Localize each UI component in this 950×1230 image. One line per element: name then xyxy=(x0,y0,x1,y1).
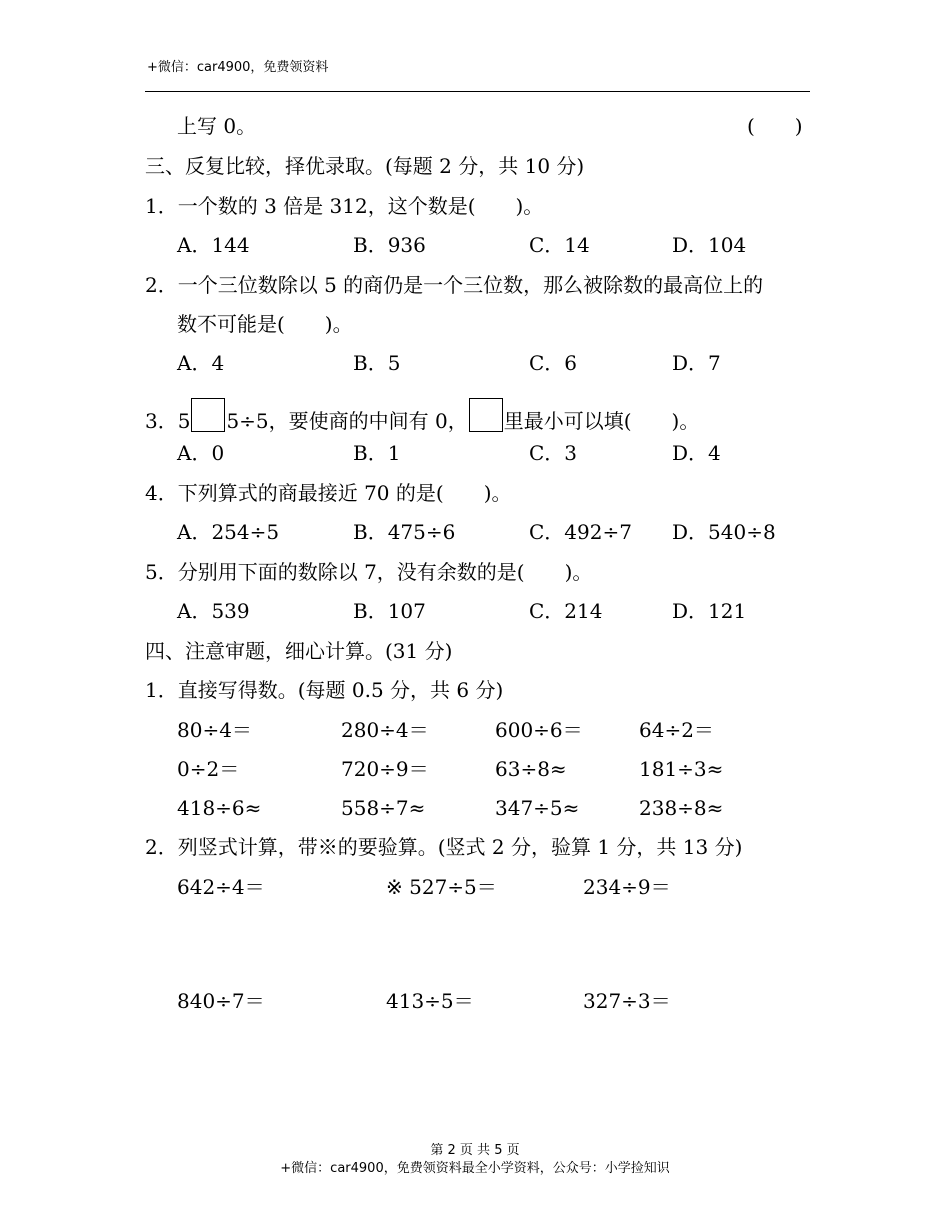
option-d: D．4 xyxy=(672,441,721,465)
calc-item: 238÷8≈ xyxy=(639,796,724,820)
calc-item: 64÷2＝ xyxy=(639,718,714,742)
calc-item: 600÷6＝ xyxy=(495,718,583,742)
calc-item: 280÷4＝ xyxy=(341,718,429,742)
calc-item: 720÷9＝ xyxy=(341,757,429,781)
vertical-calc-item: 642÷4＝ xyxy=(177,875,265,899)
option-b: B．107 xyxy=(353,599,426,623)
footer-note: +微信：car4900，免费领资料最全小学资料，公众号：小学捡知识 xyxy=(280,1161,670,1176)
option-b: B．5 xyxy=(353,351,401,375)
page-number: 第 2 页 共 5 页 xyxy=(430,1143,520,1158)
option-a: A．539 xyxy=(177,599,250,623)
calc-item: 63÷8≈ xyxy=(495,757,567,781)
calc-item: 80÷4＝ xyxy=(177,718,252,742)
section-title: 三、反复比较，择优录取。(每题 2 分，共 10 分) xyxy=(145,154,585,178)
continued-text: 上写 0。 xyxy=(177,114,257,138)
option-c: C．6 xyxy=(529,351,578,375)
option-d: D．104 xyxy=(672,233,747,257)
option-a: A．144 xyxy=(177,233,250,257)
vertical-calc-item: 327÷3＝ xyxy=(583,989,671,1013)
option-b: B．936 xyxy=(353,233,426,257)
option-c: C．492÷7 xyxy=(529,520,632,544)
vertical-calc-item: 234÷9＝ xyxy=(583,875,671,899)
question-stem: 5．分别用下面的数除以 7，没有余数的是( )。 xyxy=(145,560,593,584)
calc-item: 558÷7≈ xyxy=(341,796,426,820)
blank-box xyxy=(191,398,225,432)
vertical-calc-item: 840÷7＝ xyxy=(177,989,265,1013)
option-b: B．475÷6 xyxy=(353,520,456,544)
header-rule xyxy=(145,91,810,92)
header-text: +微信：car4900，免费领资料 xyxy=(147,60,329,75)
calc-item: 181÷3≈ xyxy=(639,757,724,781)
question-stem: 1．一个数的 3 倍是 312，这个数是( )。 xyxy=(145,194,544,218)
vertical-calc-item: 413÷5＝ xyxy=(386,989,474,1013)
option-b: B．1 xyxy=(353,441,401,465)
option-d: D．121 xyxy=(672,599,747,623)
option-d: D．540÷8 xyxy=(672,520,776,544)
option-c: C．3 xyxy=(529,441,578,465)
question-stem: 2．一个三位数除以 5 的商仍是一个三位数，那么被除数的最高位上的 xyxy=(145,273,764,297)
stem-part: 3．5 xyxy=(145,409,191,433)
blank-box xyxy=(469,398,503,432)
option-d: D．7 xyxy=(672,351,721,375)
calc-item: 418÷6≈ xyxy=(177,796,262,820)
calc-item: 0÷2＝ xyxy=(177,757,240,781)
calc-item: 347÷5≈ xyxy=(495,796,580,820)
stem-part: 5÷5，要使商的中间有 0， xyxy=(226,409,468,433)
question-title: 2．列竖式计算，带※的要验算。(竖式 2 分，验算 1 分，共 13 分) xyxy=(145,835,743,859)
section-title: 四、注意审题，细心计算。(31 分) xyxy=(145,639,453,663)
option-a: A．254÷5 xyxy=(177,520,280,544)
question-stem xyxy=(145,398,699,434)
stem-part: 里最小可以填( )。 xyxy=(503,409,700,433)
question-stem-continued: 数不可能是( )。 xyxy=(177,312,353,336)
answer-parentheses: ( ) xyxy=(747,114,803,138)
option-c: C．14 xyxy=(529,233,590,257)
option-c: C．214 xyxy=(529,599,603,623)
question-title: 1．直接写得数。(每题 0.5 分，共 6 分) xyxy=(145,678,504,702)
question-stem: 4．下列算式的商最接近 70 的是( )。 xyxy=(145,481,512,505)
option-a: A．4 xyxy=(177,351,225,375)
vertical-calc-item: ※ 527÷5＝ xyxy=(386,875,497,899)
option-a: A．0 xyxy=(177,441,225,465)
